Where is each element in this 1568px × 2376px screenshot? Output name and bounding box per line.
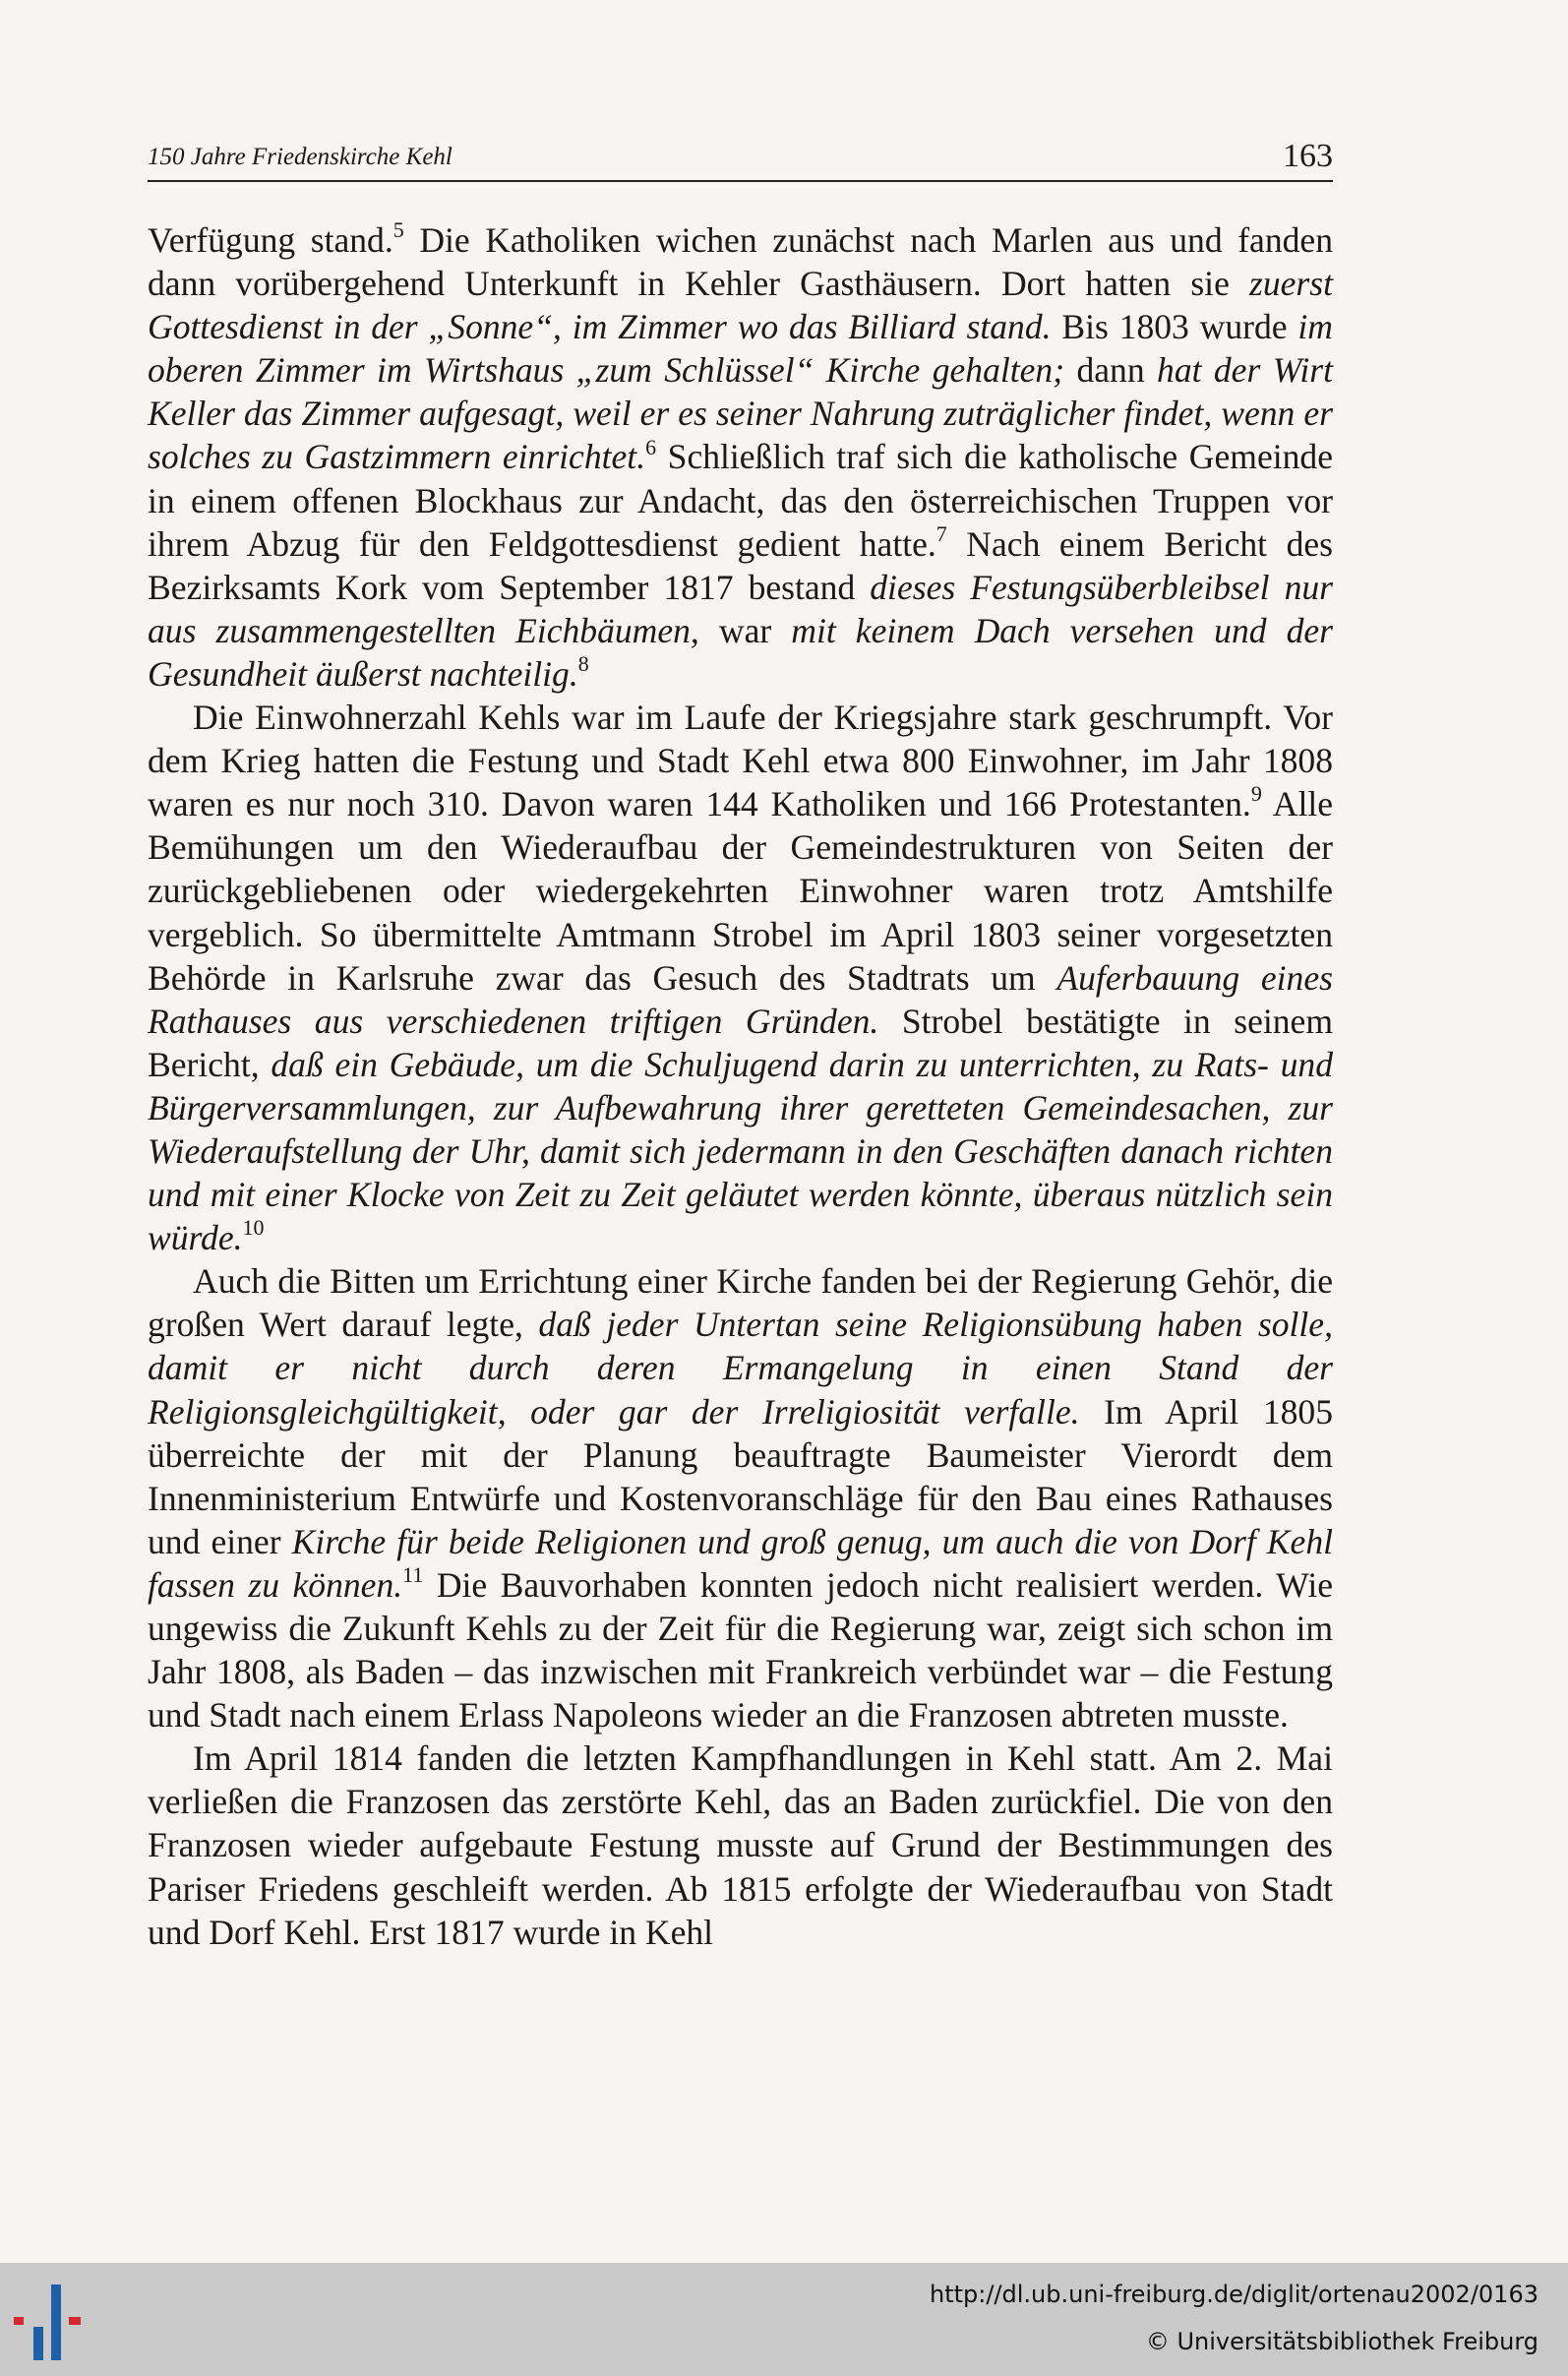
quotation-italic: Auferbauung eines Rathauses aus verschiedenen triftigen Gründen. <box>148 957 1333 1041</box>
footnote-ref: 8 <box>577 651 589 677</box>
quotation-italic: mit keinem Dach versehen und der Gesundheit äußerst nachteilig. <box>148 610 1333 694</box>
paragraph <box>148 1259 1333 1736</box>
text-run: Strobel bestätigte in seinem Bericht, <box>148 1001 1333 1084</box>
body-text <box>148 218 1333 1954</box>
text-run: Im April 1805 überreichte der mit der Planung beauftragte Baumeister Vierordt dem Innenministerium Entwürfe und Kostenvoranschläge für den Bau eines Rathauses und einer <box>148 1391 1333 1561</box>
footnote-ref: 7 <box>935 520 947 546</box>
quotation-italic: im oberen Zimmer im Wirtshaus „zum Schlüssel“ Kirche gehalten; <box>148 307 1333 391</box>
quotation-italic: hat der Wirt Keller das Zimmer aufgesagt, weil er es seiner Nahrung zuträglicher findet, wenn er solches zu Gastzimmern einrichtet. <box>148 350 1334 477</box>
running-title: 150 Jahre Friedenskirche Kehl <box>148 144 452 170</box>
quotation-italic: dieses Festungsüberbleibsel nur aus zusammengestellten Eichbäumen, <box>148 567 1333 650</box>
text-run: Schließlich traf sich die katholische Gemeinde in einem offenen Blockhaus zur Andacht, das den österreichischen Truppen vor ihrem Abzug für den Feldgottesdienst gedient hatte. <box>148 437 1333 564</box>
footnote-ref: 11 <box>402 1562 424 1588</box>
footer-url-link[interactable]: http://dl.ub.uni-freiburg.de/diglit/ortenau2002/0163 <box>929 2281 1538 2308</box>
text-run: Die Bauvorhaben konnten jedoch nicht realisiert werden. Wie ungewiss die Zukunft Kehls zu der Zeit für die Regierung war, zeigt sich schon im Jahr 1808, als Baden – das inzwischen mit Frankreich verbündet war – die Festung und Stadt nach einem Erlass Napoleons wieder an die Franzosen abtreten musste. <box>148 1564 1333 1736</box>
text-run: Im April 1814 fanden die letzten Kampfhandlungen in Kehl statt. Am 2. Mai verließen die Franzosen das zerstörte Kehl, das an Baden zurückfiel. Die von den Franzosen wieder aufgebaute Festung musste auf Grund der Bestimmungen des Pariser Friedens geschleift werden. Ab 1815 erfolgte der Wiederaufbau von Stadt und Dorf Kehl. Erst 1817 wurde in Kehl <box>148 1738 1333 1952</box>
paragraph <box>148 218 1333 696</box>
footer-bar <box>0 2263 1568 2376</box>
footnote-ref: 5 <box>392 217 404 243</box>
footnote-ref: 10 <box>242 1215 265 1241</box>
text-run: Die Einwohnerzahl Kehls war im Laufe der Kriegsjahre stark geschrumpft. Vor dem Krieg hatten die Festung und Stadt Kehl etwa 800 Einwohner, im Jahr 1808 waren es nur noch 310. Davon waren 144 Katholiken und 166 Protestanten. <box>148 698 1333 824</box>
footnote-ref: 6 <box>645 434 657 459</box>
running-head <box>148 138 1333 182</box>
text-run: Alle Bemühungen um den Wiederaufbau der Gemeindestrukturen von Seiten der zurückgebliebenen oder wiedergekehrten Einwohner waren trotz Amtshilfe vergeblich. So übermittelte Amtmann Strobel im April 1803 seiner vorgesetzten Behörde in Karlsruhe zwar das Gesuch des Stadtrats um <box>148 784 1334 998</box>
quotation-italic: daß ein Gebäude, um die Schuljugend darin zu unterrichten, zu Rats- und Bürgerversammlungen, zur Aufbewahrung ihrer geretteten Gemeindesachen, zur Wiederaufstellung der Uhr, damit sich jedermann in den Geschäften danach richten und mit einer Klocke von Zeit zu Zeit geläutet werden könnte, überaus nützlich sein würde. <box>148 1044 1333 1258</box>
text-run: Auch die Bitten um Errichtung einer Kirche fanden bei der Regierung Gehör, die großen Wert darauf legte, <box>148 1261 1333 1345</box>
text-run: Nach einem Bericht des Bezirksamts Kork vom September 1817 bestand <box>148 523 1333 607</box>
footer-copyright: © Universitätsbibliothek Freiburg <box>1145 2328 1538 2355</box>
text-run: Verfügung stand. <box>148 220 393 260</box>
quotation-italic: daß jeder Untertan seine Religionsübung haben solle, damit er nicht durch deren Ermangelung in einen Stand der Religionsgleichgültigkeit, oder gar der Irreligiosität verfalle. <box>148 1305 1333 1432</box>
footnote-ref: 9 <box>1250 781 1262 807</box>
text-run: Bis 1803 wurde <box>1051 307 1298 347</box>
text-run: Die Katholiken wichen zunächst nach Marlen aus und fanden dann vorübergehend Unterkunft in Kehler Gasthäusern. Dort hatten sie <box>148 220 1333 304</box>
paragraph <box>148 1736 1333 1953</box>
quotation-italic: Kirche für beide Religionen und groß genug, um auch die von Dorf Kehl fassen zu können. <box>148 1521 1334 1605</box>
paragraph <box>148 696 1333 1259</box>
text-run: dann <box>1064 350 1158 391</box>
page-number: 163 <box>1283 138 1333 174</box>
ub-freiburg-logo-icon <box>14 2283 98 2361</box>
quotation-italic: zuerst Gottesdienst in der „Sonne“, im Zimmer wo das Billiard stand. <box>148 264 1333 347</box>
text-run: war <box>698 610 792 650</box>
